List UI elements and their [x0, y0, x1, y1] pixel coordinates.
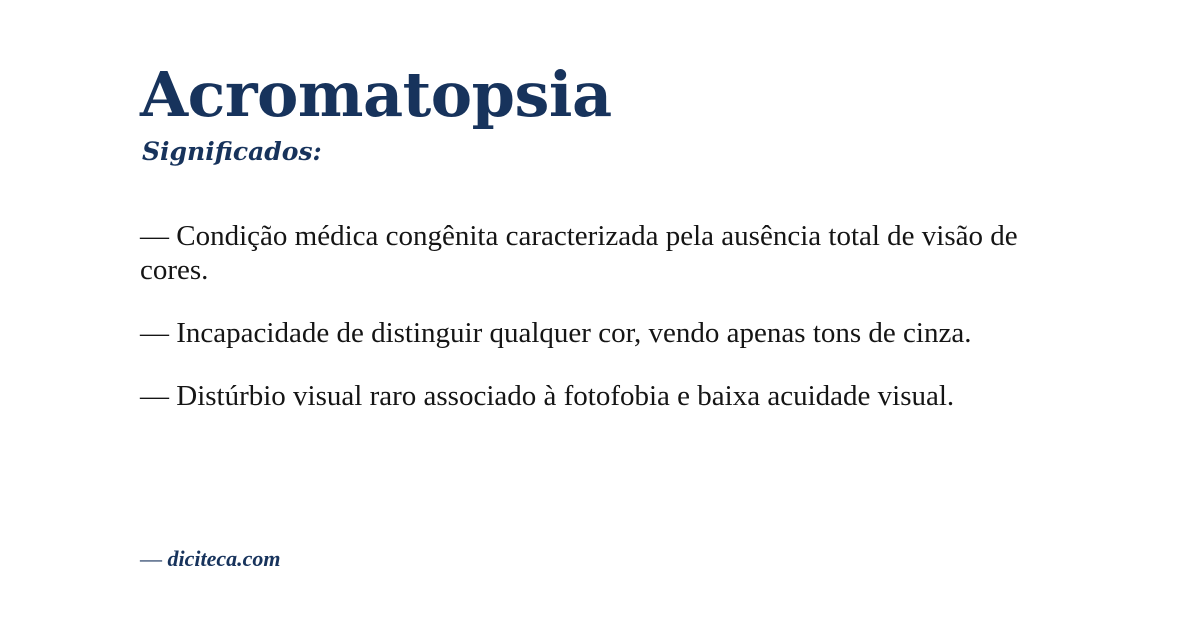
footer-dash: — — [140, 546, 162, 571]
bullet-dash: — — [140, 316, 169, 349]
list-item — [140, 220, 1060, 288]
subtitle-label: Significados: — [142, 136, 322, 166]
list-item — [140, 317, 1060, 351]
source-attribution — [140, 546, 281, 572]
meaning-text: Distúrbio visual raro associado à fotofobia e baixa acuidade visual. — [176, 379, 955, 412]
list-item — [140, 380, 1060, 414]
bullet-dash: — — [140, 219, 169, 252]
bullet-dash: — — [140, 379, 169, 412]
meaning-text: Condição médica congênita caracterizada pela ausência total de visão de cores. — [140, 219, 1018, 286]
meanings-list — [140, 220, 1060, 414]
page-title: Acromatopsia — [140, 58, 612, 131]
source-site-label: diciteca.com — [167, 546, 281, 571]
meaning-text: Incapacidade de distinguir qualquer cor, vendo apenas tons de cinza. — [176, 316, 972, 349]
